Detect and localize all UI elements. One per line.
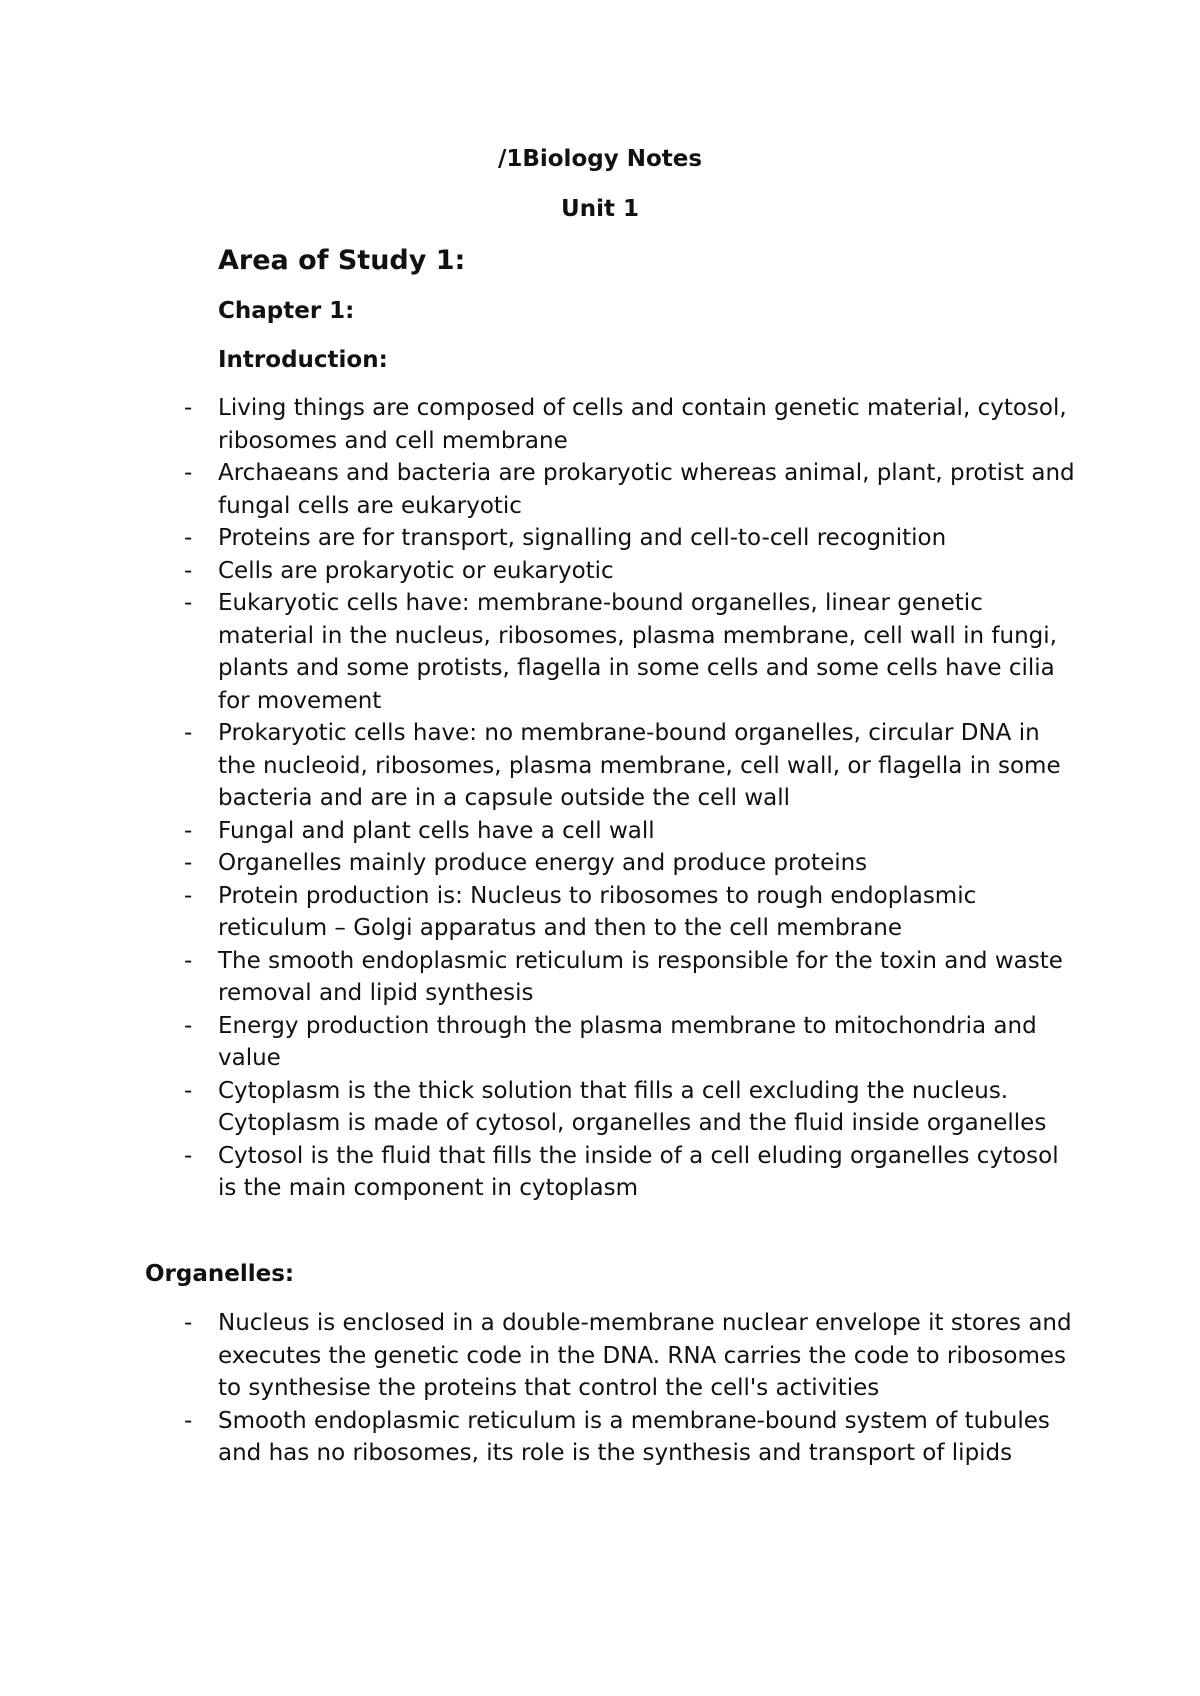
organelles-list	[0, 1307, 1200, 1470]
bullet-marker: -	[184, 817, 193, 844]
list-item	[0, 522, 1078, 555]
bullet-marker: -	[184, 395, 193, 421]
bullet-marker: -	[184, 1407, 193, 1434]
list-item	[0, 945, 1078, 1010]
document-title: /1Biology Notes	[497, 146, 703, 172]
list-item-text: Smooth endoplasmic reticulum is a membrane-bound system of tubules and has no ribosomes, its role is the synthesis and transport of lipids	[218, 1407, 1050, 1466]
list-item-text: Protein production is: Nucleus to ribosomes to rough endoplasmic reticulum – Golgi apparatus and then to the cell membrane	[218, 882, 977, 941]
bullet-marker: -	[184, 1310, 193, 1336]
bullet-marker: -	[184, 947, 193, 974]
list-item	[0, 1307, 1078, 1405]
list-item-text: Energy production through the plasma membrane to mitochondria and value	[218, 1012, 1037, 1071]
area-of-study-heading: Area of Study 1:	[218, 245, 466, 276]
list-item-text: Living things are composed of cells and contain genetic material, cytosol, ribosomes and cell membrane	[218, 395, 1067, 454]
chapter-heading: Chapter 1:	[218, 298, 355, 324]
bullet-marker: -	[184, 720, 193, 746]
list-item	[0, 1010, 1078, 1075]
list-item	[0, 1075, 1078, 1140]
unit-heading: Unit 1	[561, 196, 639, 222]
list-item	[0, 587, 1078, 717]
list-item	[0, 815, 1078, 848]
bullet-marker: -	[184, 850, 193, 876]
list-item	[0, 457, 1078, 522]
bullet-marker: -	[184, 460, 193, 486]
introduction-heading: Introduction:	[218, 347, 388, 373]
organelles-heading: Organelles:	[145, 1261, 295, 1287]
list-item	[0, 1405, 1078, 1470]
list-item-text: Cells are prokaryotic or eukaryotic	[218, 557, 614, 584]
list-item-text: Archaeans and bacteria are prokaryotic whereas animal, plant, protist and fungal cells are eukaryotic	[218, 460, 1075, 519]
list-item-text: Eukaryotic cells have: membrane-bound organelles, linear genetic material in the nucleus, ribosomes, plasma membrane, cell wall in fungi, plants and some protists, flagella in some cells and some cells have cilia for movement	[218, 590, 1057, 714]
list-item	[0, 1140, 1078, 1205]
list-item-text: Cytosol is the fluid that fills the inside of a cell eluding organelles cytosol is the main component in cytoplasm	[218, 1142, 1059, 1201]
list-item-text: The smooth endoplasmic reticulum is responsible for the toxin and waste removal and lipid synthesis	[218, 947, 1063, 1006]
bullet-marker: -	[184, 1077, 193, 1104]
list-item-text: Fungal and plant cells have a cell wall	[218, 817, 655, 844]
list-item	[0, 880, 1078, 945]
list-item	[0, 717, 1078, 815]
bullet-marker: -	[184, 557, 193, 584]
list-item	[0, 555, 1078, 588]
list-item-text: Prokaryotic cells have: no membrane-bound organelles, circular DNA in the nucleoid, ribosomes, plasma membrane, cell wall, or flagella in some bacteria and are in a capsule outside the cell wall	[218, 720, 1061, 811]
list-item	[0, 392, 1078, 457]
bullet-marker: -	[184, 882, 193, 909]
list-item-text: Cytoplasm is the thick solution that fills a cell excluding the nucleus. Cytoplasm is made of cytosol, organelles and the fluid inside organelles	[218, 1077, 1047, 1136]
bullet-marker: -	[184, 525, 193, 551]
list-item-text: Proteins are for transport, signalling and cell-to-cell recognition	[218, 525, 947, 551]
bullet-marker: -	[184, 1012, 193, 1039]
introduction-list	[0, 392, 1200, 1205]
list-item-text: Nucleus is enclosed in a double-membrane nuclear envelope it stores and executes the genetic code in the DNA. RNA carries the code to ribosomes to synthesise the proteins that control the cell's activities	[218, 1310, 1072, 1401]
list-item-text: Organelles mainly produce energy and produce proteins	[218, 850, 868, 876]
bullet-marker: -	[184, 590, 193, 616]
list-item	[0, 847, 1078, 880]
bullet-marker: -	[184, 1142, 193, 1169]
